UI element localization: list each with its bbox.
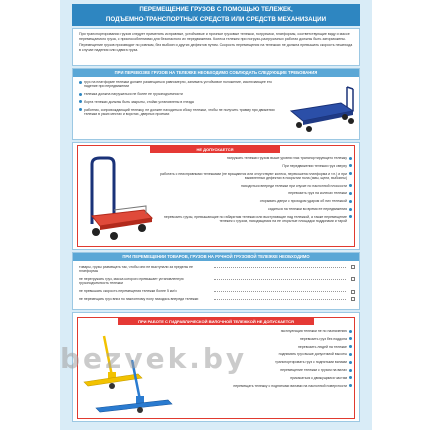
list-item: перемещать тележку с поднятыми вилами на наклонной поверхности [182,384,352,388]
list-item: перевозить грузы, превышающие по габаритам тележки или выступающие над тележкой, а также перемещение тележек с грузом, находящимся на ее открытые площадки поддонами и тарой [160,215,352,224]
list-item: не превышать скорость перемещения тележки более 5 км/ч [79,289,355,293]
intro-paragraph-1: При транспортировании грузов следует применять исправные, устойчивые и прочные грузовые тележки, погрузчики, платформы, соответствующие виду и массе перемещаемого груза, с приспособлениями для безопасного их передвижения. Колеса тележек при погрузо-разгрузочных работах должны быть заторможены. [79,32,350,41]
manual-cart-panel [72,252,360,310]
prohibited-panel [72,142,360,250]
bullet-icon [79,81,82,84]
bullet-icon [349,376,352,379]
bullet-icon [349,157,352,160]
intro-paragraph-2: Перемещение грузов производят по ровным, без выбоин и других дефектов путям. Скорость перемещения на тележках не должна превышать скорость пешехода в случае падения или сдвига груза. [79,43,353,52]
bullet-icon [349,384,352,387]
bullet-icon [349,172,352,175]
list-item: садиться на тележки во время ее передвижения [160,207,352,211]
hydraulic-title: ПРИ РАБОТЕ С ГИДРАВЛИЧЕСКОЙ ВИЛОЧНОЙ ТЕЛЕЖКОЙ НЕ ДОПУСКАЕТСЯ [118,318,314,325]
divider [214,289,347,292]
list-item: прикасаться к движущимся частям [182,376,352,380]
list-item: поднимать груз выше допустимой высоты [182,352,352,356]
list-item: перевозить груз без поддона [182,337,352,341]
bullet-icon [79,100,82,103]
checkbox-icon [351,290,355,294]
requirements-panel [72,68,360,140]
bullet-icon [349,337,352,340]
checkbox-icon [351,277,355,281]
checkbox-icon [351,265,355,269]
list-item: перевозить груз на колесах тележки [160,191,352,195]
list-item: тележка должна нагружаться не более ее грузоподъемности [79,92,279,96]
list-item: товары, грузы размещать так, чтобы они не выступали за пределы ее платформы [79,265,355,274]
bullet-icon [349,200,352,203]
list-item: транспортировать груз с поднятыми вилами [182,360,352,364]
list-item: работник, сопровождающий тележку, не должен находиться сбоку тележки, чтобы не получить травму при движении тележки в узких местах и воротах, дверных проемах [79,108,279,117]
list-item: не перегружать груз, масса которого превышает установленную грузоподъемность тележки [79,277,355,286]
list-item: борта тележки должны быть закрыты, стойки установлены в гнезда [79,100,279,104]
manual-cart-title: ПРИ ПЕРЕМЕЩЕНИИ ТОВАРОВ, ГРУЗОВ НА РУЧНОЙ ГРУЗОВОЙ ТЕЛЕЖКЕ НЕОБХОДИМО [73,253,359,261]
list-item: работать с неисправными тележками (не вращаются или отсутствуют колеса, перекошена платформа и т.п.) и при выявленных дефектах в покрытии пола (ямы, щели, выбоины) [160,172,352,181]
bullet-icon [349,164,352,167]
list-item: перемещение тележки с грузом на вилах [182,368,352,372]
prohibited-title: НЕ ДОПУСКАЕТСЯ [150,146,280,153]
bullet-icon [79,93,82,96]
prohibited-frame [77,145,355,247]
requirements-title: ПРИ ПЕРЕВОЗКЕ ГРУЗОВ НА ТЕЛЕЖКЕ НЕОБХОДИМО СОБЛЮДАТЬ СЛЕДУЮЩИЕ ТРЕБОВАНИЯ [73,69,359,77]
requirements-list [79,80,279,120]
list-item: открывать двери с проходом ударом об них тележкой [160,199,352,203]
list-item: нагружать тележки грузом выше уровня глаз транспортирующего тележку [160,156,352,160]
intro-text [79,32,355,54]
bullet-icon [349,184,352,187]
list-item: При передвижении тележки груз сверху [160,164,352,168]
bullet-icon [349,192,352,195]
intro-panel [72,28,360,66]
list-item: эксплуатация тележки не по назначению [182,329,352,333]
platform-cart-illustration [285,81,357,137]
manual-cart-list [79,265,355,305]
bullet-icon [79,108,82,111]
poster-header [72,4,360,26]
cart-with-rails-illustration [84,156,154,244]
divider [214,277,347,280]
list-item: груз на платформе тележки должен размещаться равномерно, занимать устойчивое положение, исключающее его падение при передвижении [79,80,279,89]
list-item: находиться впереди тележки при спуске по наклонной плоскости [160,184,352,188]
list-item: перевозить людей на тележке [182,345,352,349]
header-line-2: ПОДЪЕМНО-ТРАНСПОРТНЫХ СРЕДСТВ ИЛИ СРЕДСТВ МЕХАНИЗАЦИИ [105,16,327,23]
header-line-1: ПЕРЕМЕЩЕНИЕ ГРУЗОВ С ПОМОЩЬЮ ТЕЛЕЖЕК, [139,6,293,13]
list-item: не перемещать груз вниз по наклонному полу находясь впереди тележки [79,297,355,301]
bullet-icon [349,330,352,333]
bullet-icon [349,208,352,211]
watermark: bezvek.by [60,342,248,375]
prohibited-list [160,156,352,227]
checkbox-icon [351,297,355,301]
bullet-icon [349,215,352,218]
divider [214,297,347,300]
divider [214,265,347,268]
